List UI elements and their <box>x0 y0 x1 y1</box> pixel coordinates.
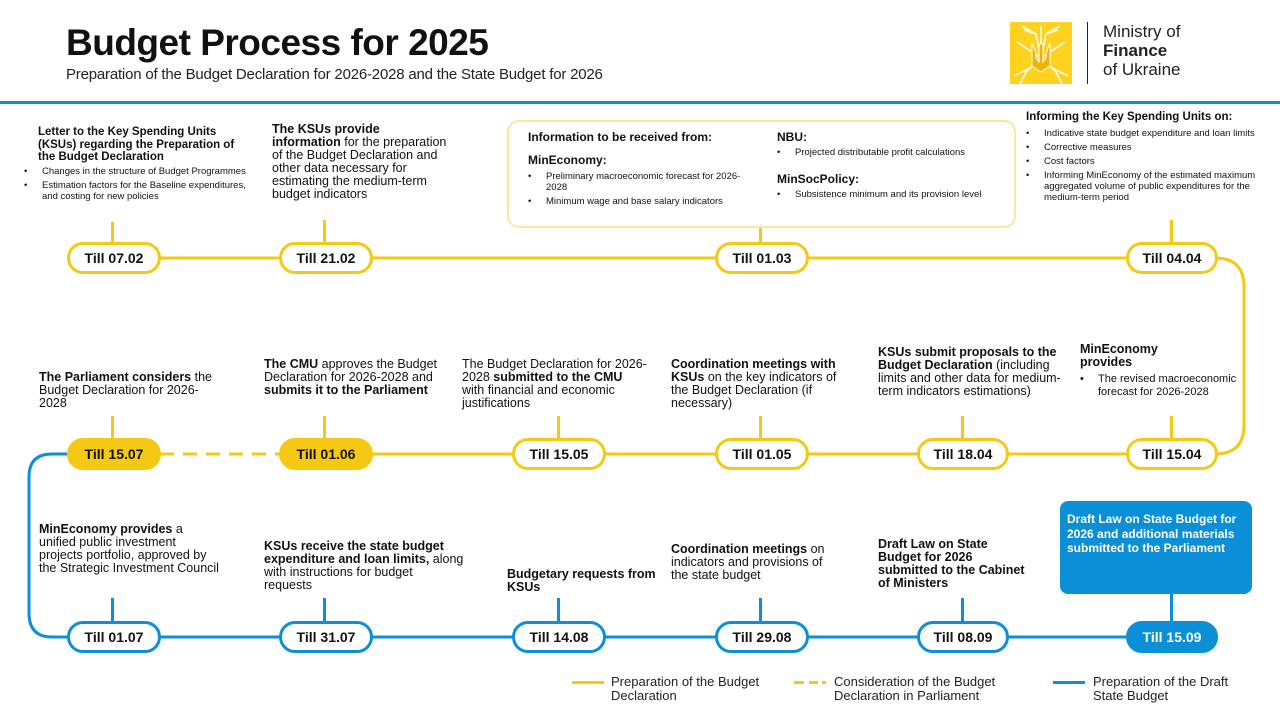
row1-m3-minsoc-item-1: • Subsistence minimum and its provision level <box>777 189 1012 200</box>
row1-m3-minsoc-label: MinSocPolicy: <box>777 171 860 186</box>
row2-m3-text <box>462 358 647 410</box>
page-title: Budget Process for 2025 <box>66 22 489 63</box>
milestone-pill-01-05: Till 01.05 <box>715 438 809 470</box>
milestone-pill-07-02: Till 07.02 <box>67 242 161 274</box>
row1-m4-bullet-2: • Corrective measures <box>1026 142 1256 153</box>
row3-m5-bold: Draft Law on State Budget for 2026 submitted to the Cabinet of Ministers <box>878 537 1025 590</box>
row2-m5-rest: (including limits and other data for medium-term indicators estimations) <box>878 358 1061 398</box>
row2-stub-3 <box>557 416 560 438</box>
row1-m3-mineconomy-item-1: • Preliminary macroeconomic forecast for 2026-2028 <box>528 171 743 193</box>
row3-stub-2 <box>323 598 326 621</box>
row1-m3-left <box>528 131 743 210</box>
milestone-pill-04-04: Till 04.04 <box>1126 242 1218 274</box>
row2-m1-rest: the Budget Declaration for 2026-2028 <box>39 370 212 410</box>
legend-dashed-yellow-label: Consideration of the Budget Declaration in Parliament <box>834 674 996 703</box>
row1-m1-text <box>38 126 250 205</box>
row3-m3-bold: Budgetary requests from KSUs <box>507 567 656 594</box>
row1-m4-bullet-3: • Cost factors <box>1026 156 1256 167</box>
row1-m3-mineconomy-label: MinEconomy: <box>528 152 607 167</box>
row1-m3-heading: Information to be received from: <box>528 130 713 144</box>
milestone-pill-18-04: Till 18.04 <box>917 438 1009 470</box>
milestone-pill-31-07: Till 31.07 <box>279 621 373 653</box>
row2-m2-bold2: submits it to the Parliament <box>264 383 428 397</box>
ministry-name-line2: Finance <box>1103 41 1168 60</box>
row3-stub-6 <box>1170 594 1173 621</box>
row1-m3-minsoc-list <box>777 189 1012 200</box>
row2-m3-post: with financial and economic justifications <box>462 383 615 410</box>
row2-m2-mid: approves the Budget Declaration for 2026-2028 and <box>264 357 438 384</box>
row1-m3-right <box>777 131 1012 203</box>
milestone-pill-14-08: Till 14.08 <box>512 621 606 653</box>
milestone-pill-15-05: Till 15.05 <box>512 438 606 470</box>
ministry-name-line1: Ministry of <box>1103 22 1181 41</box>
milestone-pill-29-08: Till 29.08 <box>715 621 809 653</box>
row2-m5-text <box>878 346 1068 398</box>
row1-m1-bullet-2: • Estimation factors for the Baseline expenditures, and costing for new policies <box>24 180 250 202</box>
row3-m1-rest: a unified public investment projects portfolio, approved by the Strategic Investment Council <box>39 522 219 575</box>
row3-m2-rest: along with instructions for budget requests <box>264 552 464 592</box>
row3-m4-text <box>671 543 831 582</box>
row1-m3-nbu-label: NBU: <box>777 130 807 144</box>
milestone-pill-21-02: Till 21.02 <box>279 242 373 274</box>
legend-solid-blue-label: Preparation of the Draft State Budget <box>1093 674 1229 703</box>
row1-m4-list <box>1026 128 1256 203</box>
row2-stub-1 <box>111 416 114 438</box>
row2-m1-bold: The Parliament considers <box>39 370 192 384</box>
row3-stub-4 <box>759 598 762 621</box>
legend-dashed-yellow-line <box>794 681 826 684</box>
row1-m1-list <box>38 166 250 202</box>
row2-stub-6 <box>1170 416 1173 438</box>
row2-m6-bullet-1: • The revised macroeconomic forecast for 2026-2028 <box>1080 373 1240 398</box>
row3-m2-text <box>264 540 464 592</box>
row1-m3-nbu-item-1: • Projected distributable profit calculations <box>777 147 1012 158</box>
row1-m1-title: Letter to the Key Spending Units (KSUs) regarding the Preparation of the Budget Declaration <box>38 126 235 163</box>
row1-m2-text <box>272 123 447 201</box>
milestone-pill-01-06: Till 01.06 <box>279 438 373 470</box>
row3-stub-5 <box>961 598 964 621</box>
legend-solid-yellow-line <box>572 681 604 684</box>
legend-solid-blue-line <box>1053 681 1085 684</box>
milestone-pill-15-07: Till 15.07 <box>67 438 161 470</box>
legend-solid-yellow-label: Preparation of the Budget Declaration <box>611 674 760 703</box>
row2-m3-pre: The Budget Declaration for 2026-2028 <box>462 357 647 384</box>
row1-m4-text <box>1026 111 1256 206</box>
draft-law-submitted-box: Draft Law on State Budget for 2026 and additional materials submitted to the Parliament <box>1060 501 1252 594</box>
milestone-pill-08-09: Till 08.09 <box>917 621 1009 653</box>
row1-m2-rest: for the preparation of the Budget Declaration and other data necessary for estimating the medium-term budget indicators <box>272 135 447 201</box>
row2-m6-title: MinEconomy provides <box>1080 342 1158 369</box>
row3-m3-text <box>507 568 657 594</box>
page-subtitle: Preparation of the Budget Declaration for 2026-2028 and the State Budget for 2026 <box>66 66 603 83</box>
row2-m6-list <box>1080 373 1240 398</box>
row2-m2-bold1: The CMU <box>264 357 319 371</box>
row1-m3-nbu-list <box>777 147 1012 158</box>
row1-m3-mineconomy-item-2: • Minimum wage and base salary indicators <box>528 196 743 207</box>
row1-m4-title: Informing the Key Spending Units on: <box>1026 111 1233 123</box>
row3-m5-text <box>878 538 1028 590</box>
row1-m2-bold: The KSUs provide information <box>272 122 380 149</box>
row2-m4-text <box>671 358 841 410</box>
row3-m1-text <box>39 523 219 575</box>
milestone-pill-15-09: Till 15.09 <box>1126 621 1218 653</box>
row1-stub-1 <box>111 222 114 244</box>
row2-m3-bold: submitted to the CMU <box>493 370 623 384</box>
row3-m2-bold: KSUs receive the state budget expenditure and loan limits, <box>264 539 444 566</box>
row2-m4-bold: Coordination meetings with KSUs <box>671 357 836 384</box>
ministry-name-line3: of Ukraine <box>1103 60 1181 79</box>
row1-m3-mineconomy-list <box>528 171 743 207</box>
row3-m4-bold: Coordination meetings <box>671 542 808 556</box>
row2-m5-bold: KSUs submit proposals to the Budget Declaration <box>878 345 1057 372</box>
row1-stub-2 <box>323 220 326 244</box>
row2-stub-4 <box>759 416 762 438</box>
row3-m1-bold: MinEconomy provides <box>39 522 173 536</box>
row2-m2-text <box>264 358 444 397</box>
row2-stub-5 <box>961 416 964 438</box>
row1-stub-4 <box>1170 220 1173 244</box>
row2-m6-text <box>1080 343 1240 401</box>
milestone-pill-15-04: Till 15.04 <box>1126 438 1218 470</box>
milestone-pill-01-07: Till 01.07 <box>67 621 161 653</box>
row1-m4-bullet-1: • Indicative state budget expenditure and loan limits <box>1026 128 1256 139</box>
row2-stub-2 <box>323 416 326 438</box>
row3-stub-1 <box>111 598 114 621</box>
milestone-pill-01-03: Till 01.03 <box>715 242 809 274</box>
row3-stub-3 <box>557 598 560 621</box>
row1-m4-bullet-4: • Informing MinEconomy of the estimated maximum aggregated volume of public expenditures for the medium-term period <box>1026 170 1256 203</box>
row1-m1-bullet-1: • Changes in the structure of Budget Programmes <box>24 166 250 177</box>
row3-m4-rest: on indicators and provisions of the state budget <box>671 542 825 582</box>
row2-m1-text <box>39 371 219 410</box>
row2-m4-rest: on the key indicators of the Budget Declaration (if necessary) <box>671 370 837 410</box>
